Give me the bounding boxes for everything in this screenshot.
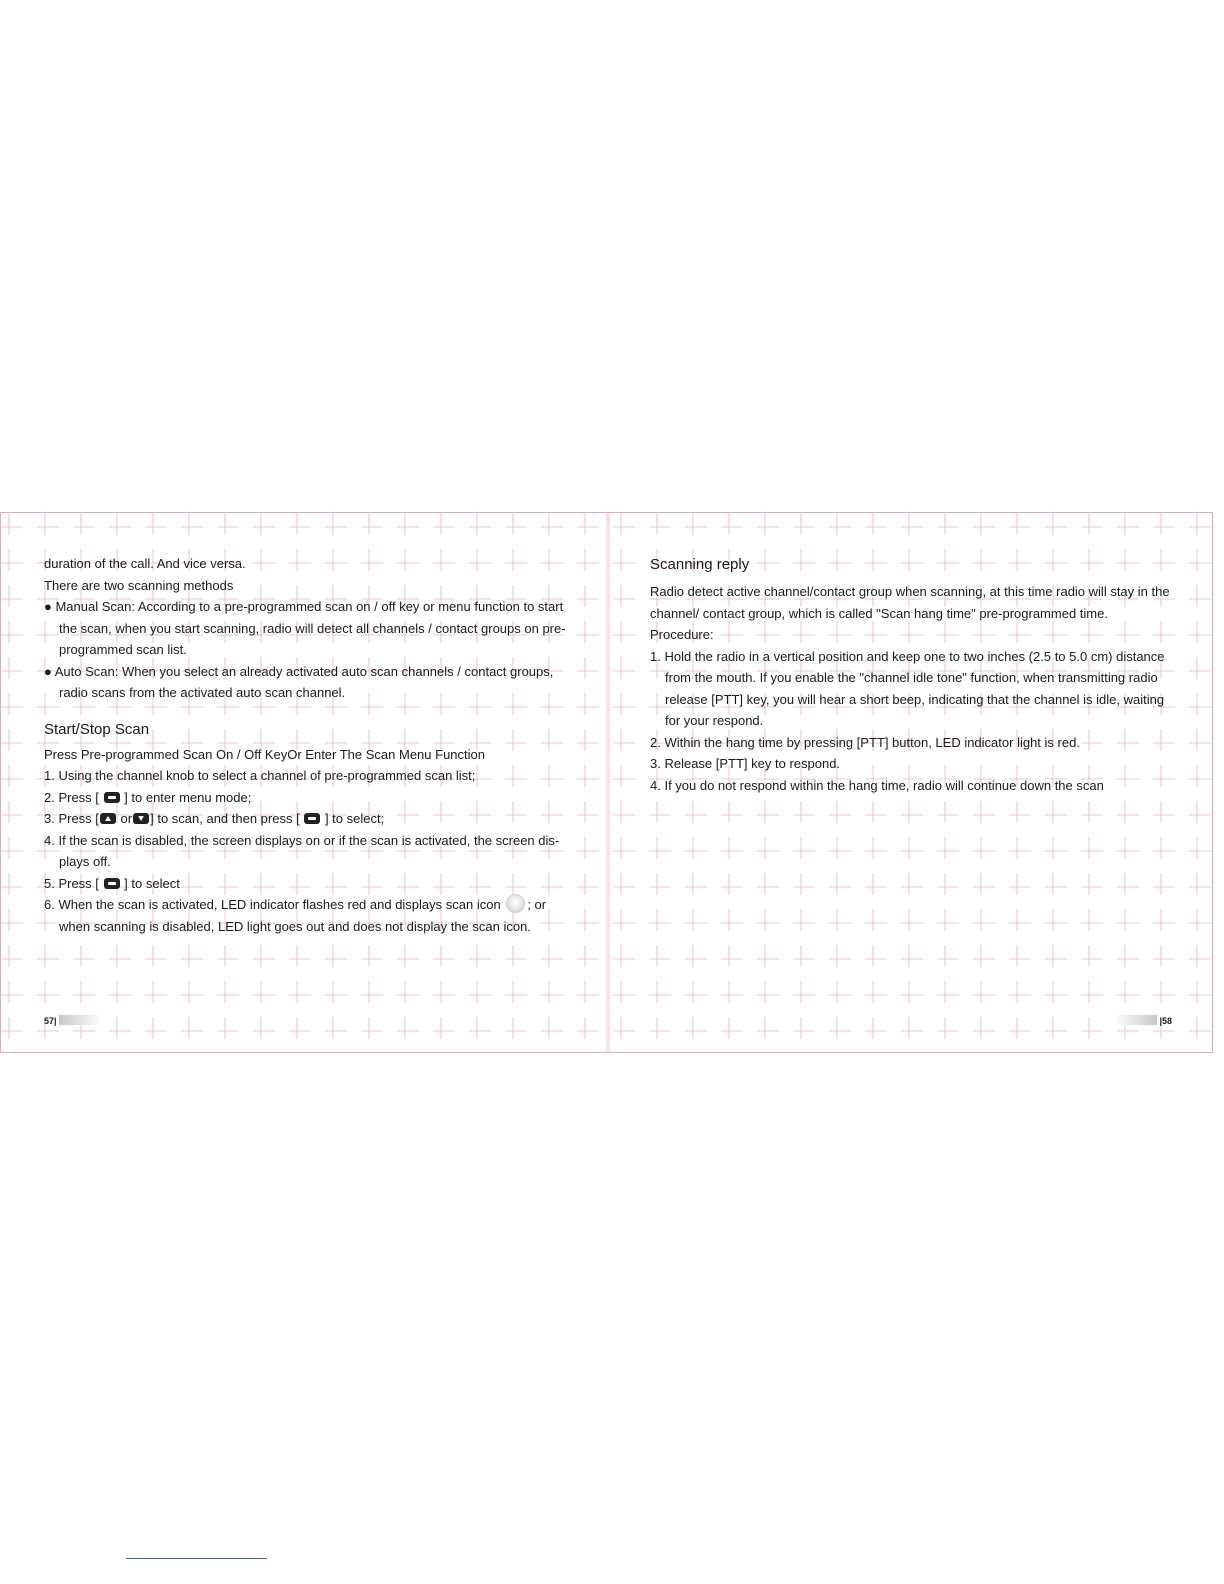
step-4-cont: plays off. xyxy=(59,854,111,869)
bullet-manual-scan-cont: the scan, when you start scanning, radio will detect all channels / contact groups on pre- xyxy=(59,620,566,636)
procedure-item-1-cont: release [PTT] key, you will hear a short beep, indicating that the channel is idle, waiting xyxy=(665,691,1165,707)
paragraph-line: Radio detect active channel/contact group when scanning, at this time radio will stay in the xyxy=(650,584,1170,599)
step-3: 3. Press [ or ] to scan, and then press [ ] to select; xyxy=(44,811,385,826)
procedure-item-1-cont: for your respond. xyxy=(665,713,764,728)
procedure-item-2: 2. Within the hang time by pressing [PTT] button, LED indicator light is red. xyxy=(650,734,1080,750)
text-line: There are two scanning methods xyxy=(44,577,234,593)
menu-key-icon xyxy=(104,878,120,889)
text-line: duration of the call. And vice versa. xyxy=(44,556,246,571)
footer-link-underline[interactable] xyxy=(126,1558,267,1559)
down-key-icon xyxy=(133,813,149,824)
section-heading-start-stop-scan: Start/Stop Scan xyxy=(44,720,150,738)
left-page xyxy=(1,513,607,1052)
bullet-manual-scan: ● Manual Scan: According to a pre-programmed scan on / off key or menu function to start xyxy=(44,599,564,614)
procedure-label: Procedure: xyxy=(650,627,714,642)
menu-key-icon xyxy=(104,792,120,803)
scan-icon xyxy=(506,894,525,913)
right-page-content xyxy=(650,553,1180,796)
step-6: 6. When the scan is activated, LED indicator flashes red and displays scan icon ; or xyxy=(44,894,574,916)
up-key-icon xyxy=(100,813,116,824)
step-5: 5. Press [ ] to select xyxy=(44,875,180,891)
right-page xyxy=(608,513,1213,1052)
page-number-right: |58 xyxy=(1113,1015,1172,1027)
step-6-cont: when scanning is disabled, LED light goes out and does not display the scan icon. xyxy=(59,918,531,934)
section-heading-scanning-reply: Scanning reply xyxy=(650,556,750,573)
procedure-item-3: 3. Release [PTT] key to respond. xyxy=(650,756,841,771)
procedure-item-1: 1. Hold the radio in a vertical position and keep one to two inches (2.5 to 5.0 cm) distance xyxy=(650,648,1165,664)
paragraph-line: channel/ contact group, which is called "Scan hang time" pre-programmed time. xyxy=(650,605,1108,621)
page-number-left: 57| xyxy=(44,1015,103,1027)
left-page-content xyxy=(44,553,574,937)
step-1: 1. Using the channel knob to select a channel of pre-programmed scan list; xyxy=(44,768,476,783)
procedure-item-1-cont: from the mouth. If you enable the "channel idle tone" function, when transmitting radio xyxy=(665,670,1158,685)
procedure-item-4: 4. If you do not respond within the hang time, radio will continue down the scan xyxy=(650,777,1104,793)
section-intro: Press Pre-programmed Scan On / Off KeyOr Enter The Scan Menu Function xyxy=(44,746,485,762)
step-2: 2. Press [ ] to enter menu mode; xyxy=(44,789,252,805)
menu-key-icon xyxy=(304,813,320,824)
bullet-auto-scan: ● Auto Scan: When you select an already activated auto scan channels / contact groups, xyxy=(44,663,554,679)
bullet-manual-scan-cont: programmed scan list. xyxy=(59,642,187,657)
bullet-auto-scan-cont: radio scans from the activated auto scan channel. xyxy=(59,685,346,700)
step-4: 4. If the scan is disabled, the screen displays on or if the scan is activated, the screen dis- xyxy=(44,832,560,848)
manual-spread xyxy=(0,512,1213,1053)
